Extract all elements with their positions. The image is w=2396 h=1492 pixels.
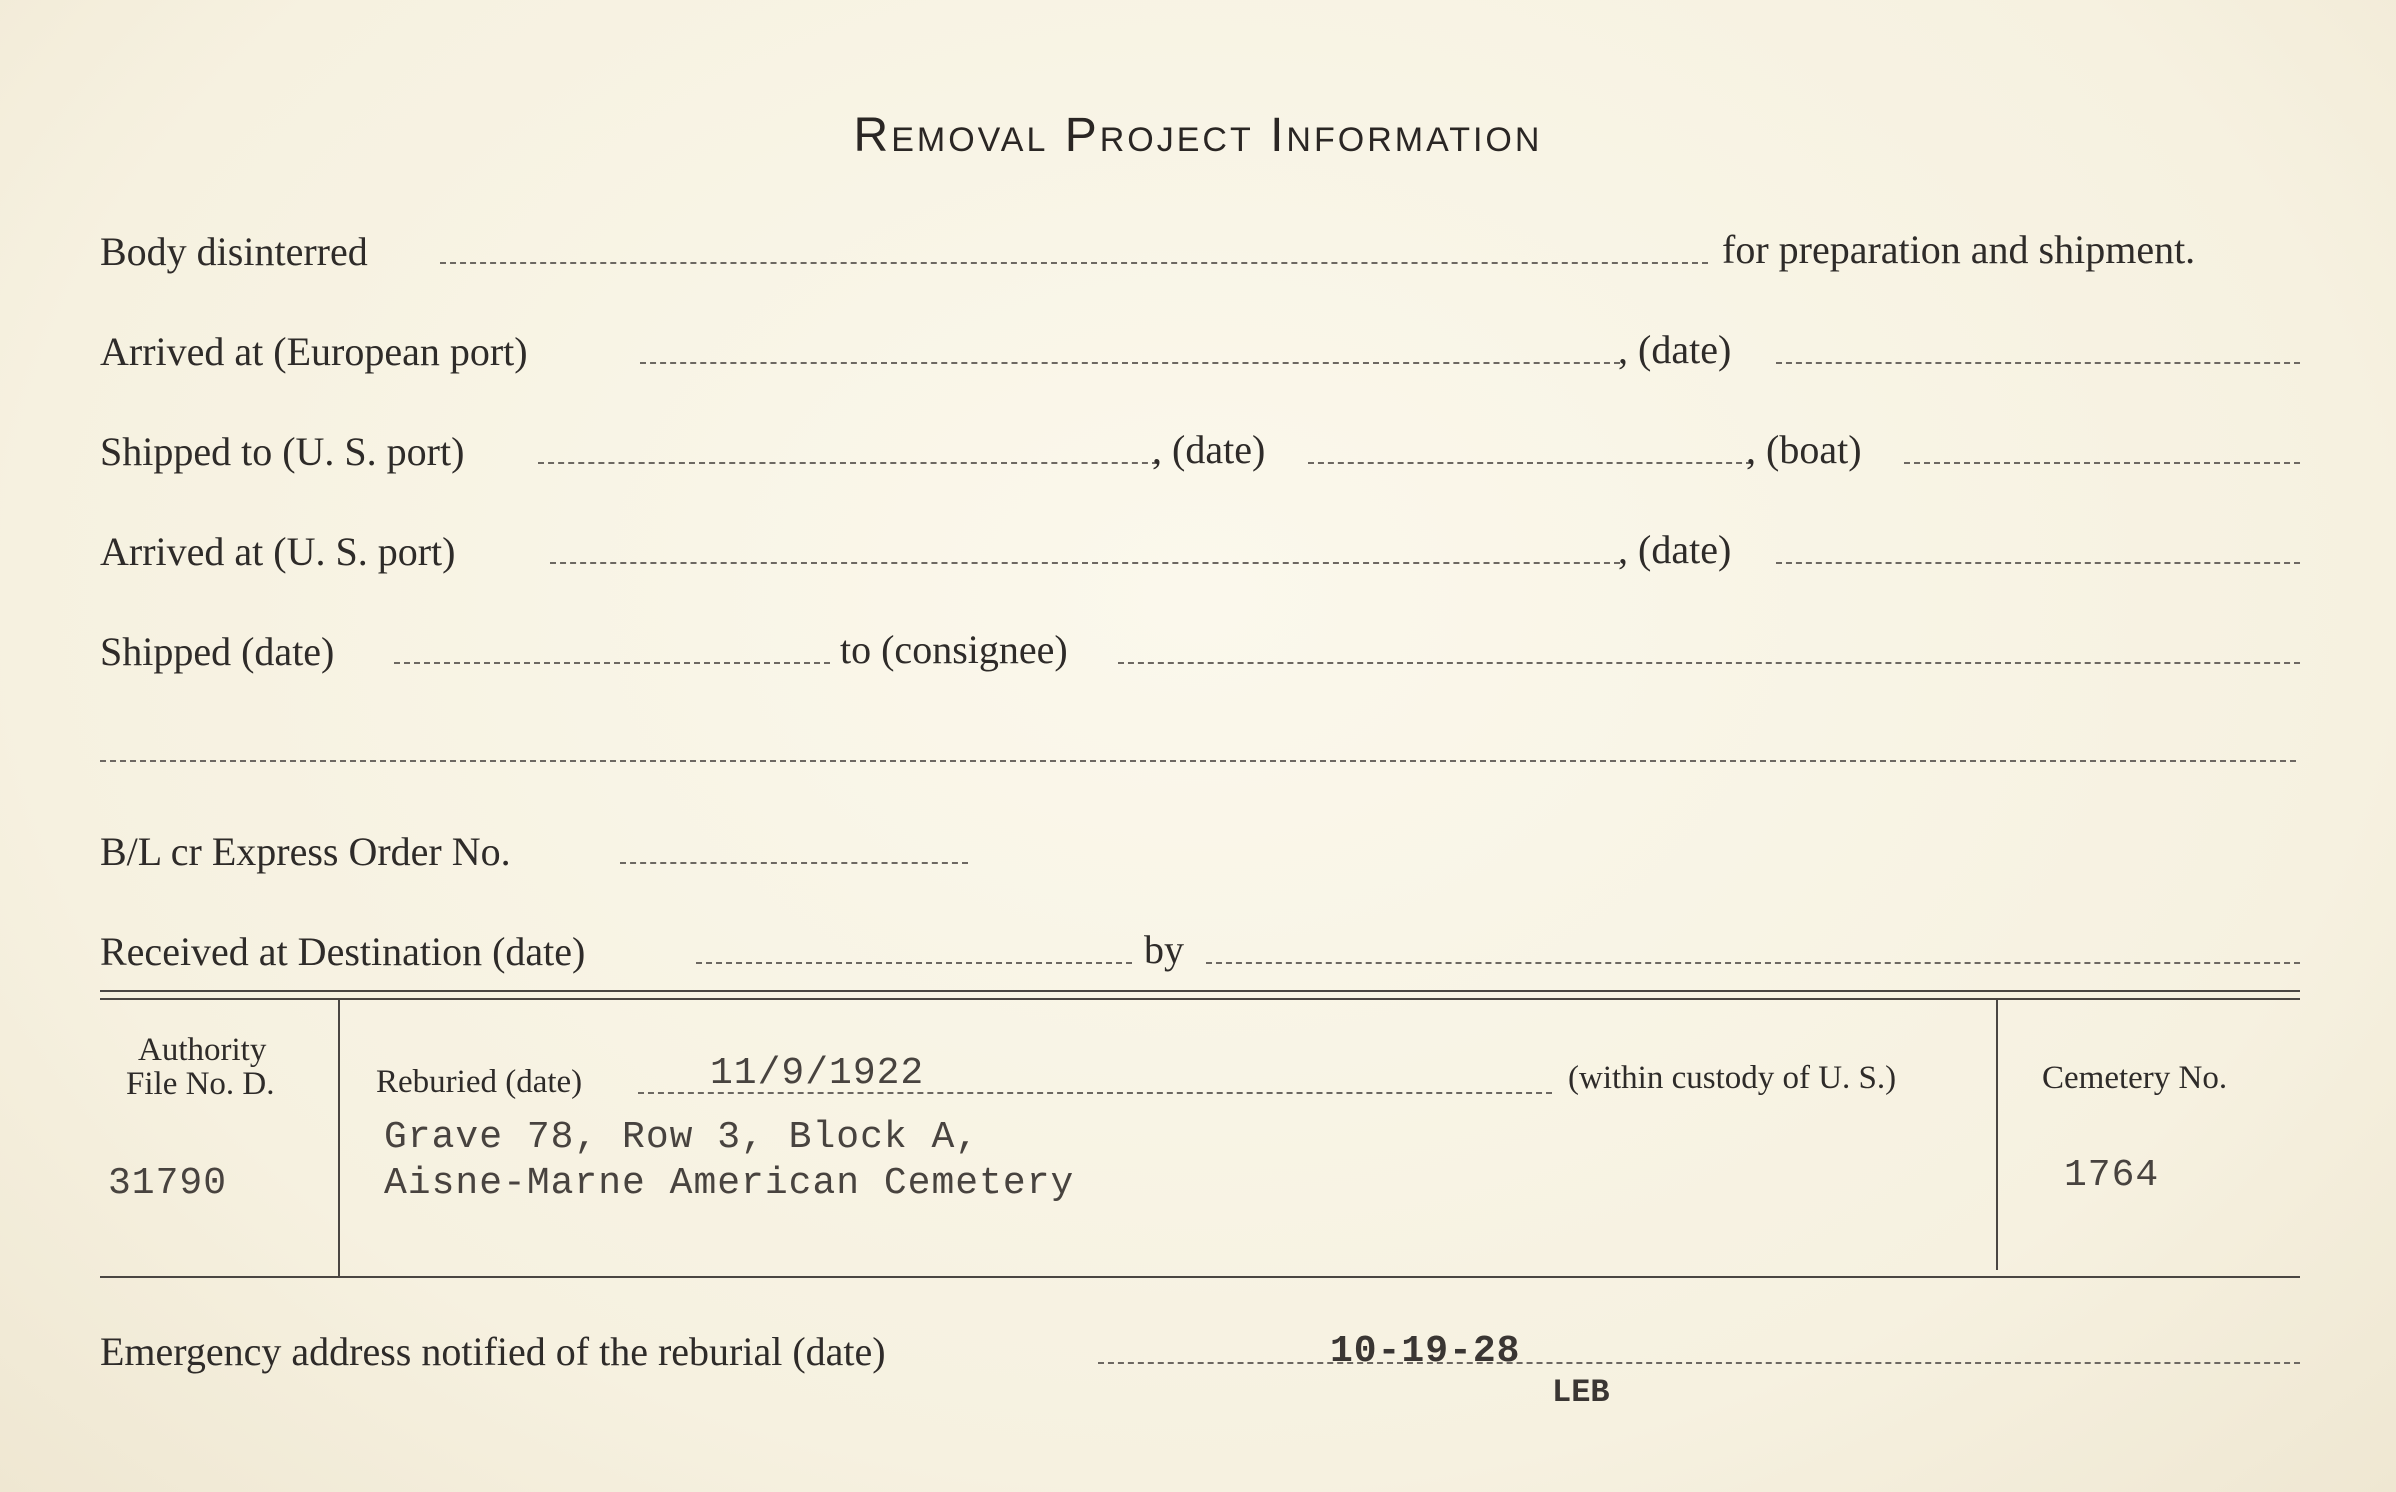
received-date-line <box>696 962 1132 964</box>
shipped-date-line <box>394 662 830 664</box>
authority-label-line-2: File No. D. <box>126 1066 275 1102</box>
received-by-line <box>1206 962 2300 964</box>
box-top-rule-1 <box>100 990 2300 992</box>
arrived-eu-date-label: , (date) <box>1618 327 1732 372</box>
shipped-us-label: Shipped to (U. S. port) <box>100 429 465 474</box>
received-label: Received at Destination (date) <box>100 929 586 974</box>
bl-line <box>620 862 968 864</box>
shipped-to-label: to (consignee) <box>840 627 1068 672</box>
shipped-us-date-line <box>1308 462 1752 464</box>
shipped-us-boat-label: , (boat) <box>1746 427 1862 472</box>
shipped-us-date-label: , (date) <box>1152 427 1266 472</box>
box-top-rule-2 <box>100 998 2300 1000</box>
authority-file-number: 31790 <box>108 1162 228 1205</box>
emergency-initials: LEB <box>1552 1374 1610 1411</box>
shipped-us-boat-line <box>1904 462 2300 464</box>
authority-label-line-1: Authority <box>138 1032 267 1068</box>
box-divider-right <box>1996 1000 1998 1270</box>
arrived-us-date-label: , (date) <box>1618 527 1732 572</box>
arrived-eu-date-line <box>1776 362 2300 364</box>
grave-location-line-1: Grave 78, Row 3, Block A, <box>384 1116 980 1159</box>
grave-location-line-2: Aisne-Marne American Cemetery <box>384 1162 1075 1205</box>
arrived-us-label: Arrived at (U. S. port) <box>100 529 456 574</box>
custody-label: (within custody of U. S.) <box>1568 1060 1897 1096</box>
received-by-label: by <box>1144 927 1184 972</box>
shipped-consignee-line <box>1118 662 2300 664</box>
reburied-date: 11/9/1922 <box>710 1052 925 1095</box>
card-title: Removal Project Information <box>853 109 1543 162</box>
arrived-eu-label: Arrived at (European port) <box>100 329 528 374</box>
shipped-us-port-line <box>538 462 1158 464</box>
disinterred-label: Body disinterred <box>100 229 368 274</box>
consignee-continuation-line <box>100 760 2296 762</box>
emergency-line <box>1098 1362 2300 1364</box>
disinterred-suffix: for preparation and shipment. <box>1722 227 2196 272</box>
bl-label: B/L cr Express Order No. <box>100 829 511 874</box>
cemetery-number: 1764 <box>2064 1154 2160 1197</box>
reburied-label: Reburied (date) <box>376 1064 583 1100</box>
shipped-date-label: Shipped (date) <box>100 629 335 674</box>
arrived-us-date-line <box>1776 562 2300 564</box>
arrived-eu-port-line <box>640 362 1620 364</box>
arrived-us-port-line <box>550 562 1620 564</box>
emergency-label: Emergency address notified of the reburial (date) <box>100 1329 886 1374</box>
box-bottom-rule <box>100 1276 2300 1278</box>
box-divider-left <box>338 1000 340 1276</box>
disinterred-line <box>440 262 1708 264</box>
emergency-date-stamp: 10-19-28 <box>1330 1330 1521 1373</box>
cemetery-label: Cemetery No. <box>2042 1060 2228 1096</box>
